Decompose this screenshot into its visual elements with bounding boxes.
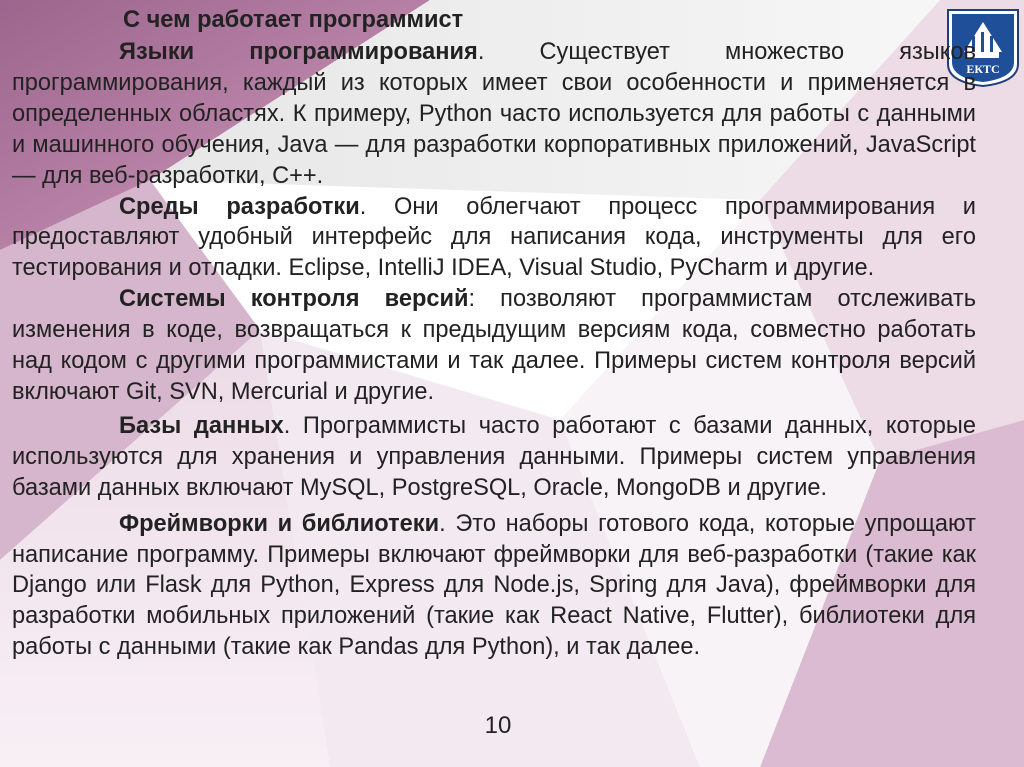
term-languages: Языки программирования [119,39,478,65]
slide-title: С чем работает программист [123,7,464,33]
text-ide: . Они облегчают процесс программирования и предоставляют удобный интерфейс для написания кода, инструменты для его тестирования и отладки. Eclipse, IntelliJ IDEA, Visual Studio, PyCharm и другие. [12,193,976,282]
text-languages: . Существует множество языков программирования, каждый из которых имеет свои особенности и применяется в определенных областях. К примеру, Python часто используется для работы с данными и машинного обучения, Java — для разработки корпоративных приложений, JavaScript — для веб-разработки, C++. [12,39,977,189]
paragraph-vcs [12,284,976,408]
text-frameworks: . Это наборы готового кода, которые упрощают написание программу. Примеры включают фреймворки для веб-разработки (такие как Django или Flask для Python, Express для Node.js, Spring для Java), фреймворки для разработки мобильных приложений (такие как React Native, Flutter), библиотеки для работы с данными (такие как Pandas для Python), и так далее. [12,510,976,661]
slide-content [12,0,976,663]
term-frameworks: Фреймворки и библиотеки [119,510,440,537]
text-databases: . Программисты часто работают с базами данных, которые используются для хранения и управления данными. Примеры систем управления базами данных включают MySQL, PostgreSQL, Oracle, MongoDB и другие. [12,412,976,501]
paragraph-databases [12,411,976,504]
paragraph-languages [12,37,976,192]
term-vcs: Системы контроля версий [119,286,469,313]
logo-text: ЕКТС [966,62,1000,76]
term-ide: Среды разработки [119,193,360,220]
term-databases: Базы данных [119,412,284,439]
paragraph-frameworks [12,509,976,664]
text-vcs: : позволяют программистам отслеживать изменения в коде, возвращаться к предыдущим версиям кода, совместно работать над кодом с другими программистами и так далее. Примеры систем контроля версий включают Git, SVN, Mercurial и другие. [12,286,976,405]
page-number: 10 [484,712,512,739]
paragraph-ide [12,192,976,285]
